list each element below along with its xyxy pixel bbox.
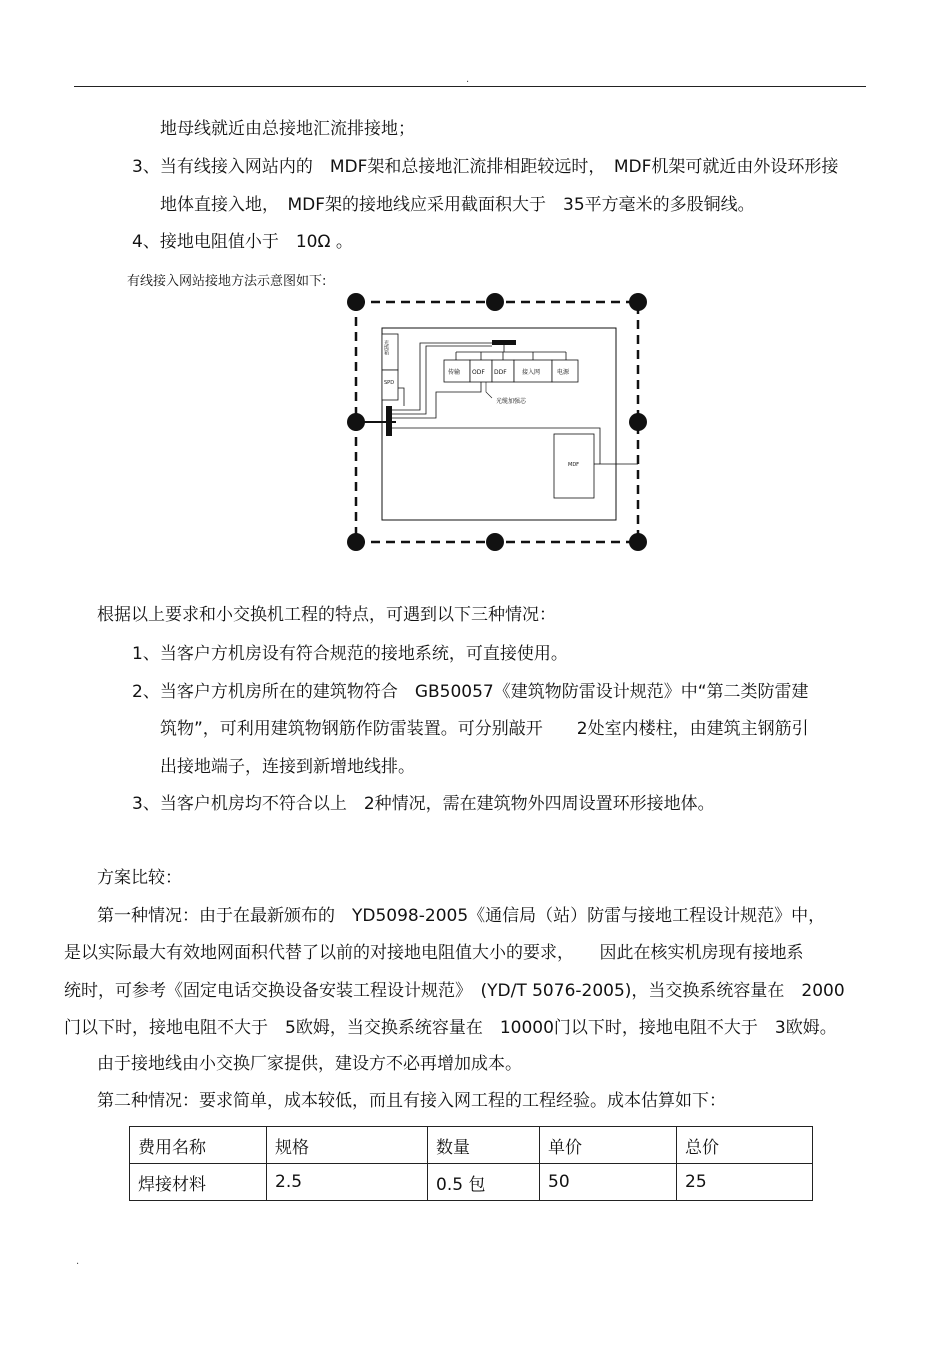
table-cell: 0.5 包 bbox=[428, 1164, 540, 1201]
rack-chuanshu-label: 传输 bbox=[448, 369, 461, 376]
text-line-12: 第一种情况：由于在最新颁布的 YD5098-2005《通信局（站）防雷与接地工程设计规范》中， bbox=[97, 906, 826, 926]
table-header-cell: 规格 bbox=[267, 1127, 428, 1164]
text-line-14: 统时，可参考《固定电话交换设备安装工程设计规范》 (YD/T 5076-2005)，当交换系统容量在 2000 bbox=[64, 981, 845, 1001]
table-header-row bbox=[130, 1127, 813, 1164]
table-header-cell: 单价 bbox=[540, 1127, 677, 1164]
rack-busbar bbox=[492, 340, 516, 345]
grounding-diagram bbox=[340, 288, 660, 558]
table-header-cell: 总价 bbox=[677, 1127, 813, 1164]
electrode bbox=[347, 533, 365, 551]
text-line-10: 3、当客户机房均不符合以上 2种情况，需在建筑物外四周设置环形接地体。 bbox=[132, 794, 715, 814]
rack-jieru-label: 接入网 bbox=[522, 369, 541, 376]
table-row bbox=[130, 1164, 813, 1201]
text-line-4: 4、接地电阻值小于 10Ω 。 bbox=[132, 232, 353, 252]
electrode bbox=[629, 533, 647, 551]
header-mark: . bbox=[466, 74, 470, 85]
header-rule bbox=[74, 86, 866, 87]
rack-dianyuan-label: 电源 bbox=[557, 369, 570, 376]
text-line-7: 2、当客户方机房所在的建筑物符合 GB50057《建筑物防雷设计规范》中“第二类防雷建 bbox=[132, 682, 809, 702]
table-cell: 50 bbox=[540, 1164, 677, 1201]
text-line-3: 地体直接入地， MDF架的接地线应采用截面积大于 35平方毫米的多股铜线。 bbox=[160, 195, 755, 215]
electrode bbox=[347, 293, 365, 311]
rack-ddf-label: DDF bbox=[494, 369, 507, 376]
text-line-5: 根据以上要求和小交换机工程的特点，可遇到以下三种情况： bbox=[97, 605, 556, 625]
table-cell: 焊接材料 bbox=[130, 1164, 267, 1201]
table-header-cell: 费用名称 bbox=[130, 1127, 267, 1164]
cost-table bbox=[129, 1126, 813, 1201]
spd-label: SPD bbox=[384, 380, 395, 386]
text-line-9: 出接地端子，连接到新增地线排。 bbox=[160, 757, 415, 777]
footer-mark: . bbox=[76, 1256, 80, 1267]
text-line-6: 1、当客户方机房设有符合规范的接地系统，可直接使用。 bbox=[132, 644, 568, 664]
text-line-11: 方案比较： bbox=[97, 868, 182, 888]
cabinet-label: 光缆箱 bbox=[383, 340, 389, 355]
electrode bbox=[486, 293, 504, 311]
text-line-15: 门以下时，接地电阻不大于 5欧姆，当交换系统容量在 10000门以下时，接地电阻不大于 3欧姆。 bbox=[64, 1018, 837, 1038]
text-line-2: 3、当有线接入网站内的 MDF架和总接地汇流排相距较远时， MDF机架可就近由外设环形接 bbox=[132, 157, 839, 177]
electrode bbox=[629, 413, 647, 431]
table-cell: 25 bbox=[677, 1164, 813, 1201]
mdf-label: MDF bbox=[568, 462, 580, 468]
text-line-13: 是以实际最大有效地网面积代替了以前的对接地电阻值大小的要求， 因此在核实机房现有接地系 bbox=[64, 943, 804, 963]
electrode bbox=[629, 293, 647, 311]
text-line-16: 由于接地线由小交换厂家提供，建设方不必再增加成本。 bbox=[97, 1054, 522, 1074]
text-line-8: 筑物”，可利用建筑物钢筋作防雷装置。可分别敲开 2处室内楼柱，由建筑主钢筋引 bbox=[160, 719, 809, 739]
table-header-cell: 数量 bbox=[428, 1127, 540, 1164]
rack-odf-label: ODF bbox=[472, 369, 485, 376]
table-cell: 2.5 bbox=[267, 1164, 428, 1201]
diagram-caption: 有线接入网站接地方法示意图如下: bbox=[127, 274, 327, 289]
guanglan-label: 光缆加强芯 bbox=[496, 398, 527, 405]
text-line-1: 地母线就近由总接地汇流排接地； bbox=[160, 119, 415, 139]
electrode bbox=[486, 533, 504, 551]
text-line-17: 第二种情况：要求简单，成本较低，而且有接入网工程的工程经验。成本估算如下： bbox=[97, 1091, 726, 1111]
